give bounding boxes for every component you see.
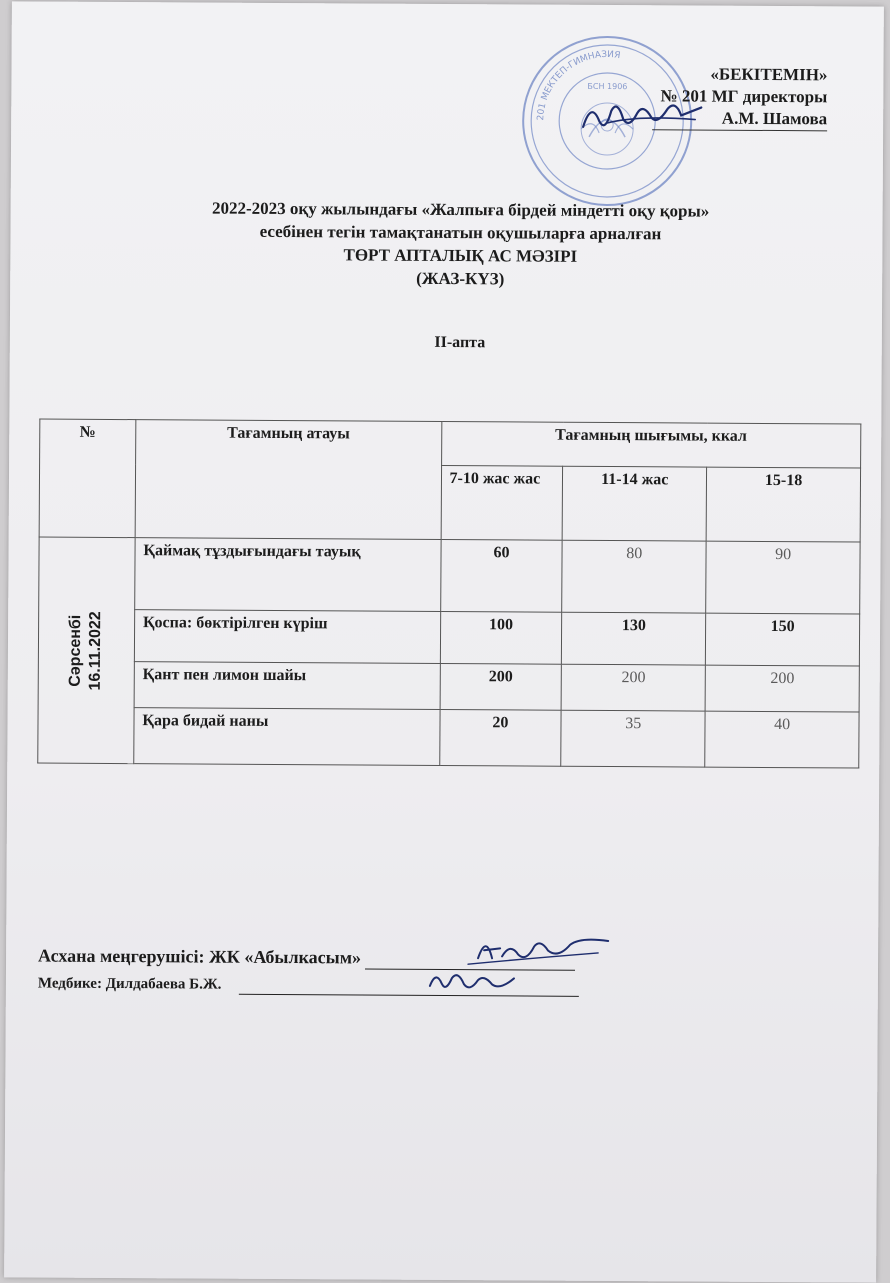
day-date: 16.11.2022: [87, 610, 105, 691]
dish-name: Қара бидай наны: [134, 708, 440, 766]
dish-name: Қаймақ тұздығындағы тауық: [135, 538, 441, 612]
kcal-7-10: 60: [440, 539, 562, 612]
kcal-15-18: 150: [706, 613, 860, 666]
col-header-number: №: [39, 419, 136, 538]
kcal-11-14: 80: [562, 540, 706, 613]
week-label: ІІ-апта: [434, 333, 486, 352]
kcal-11-14: 130: [562, 612, 706, 665]
kcal-7-10: 200: [440, 663, 562, 710]
kcal-11-14: 200: [561, 664, 705, 711]
age-group-11-14: 11-14 жас: [562, 466, 706, 541]
svg-text:БСН 1906: БСН 1906: [587, 81, 628, 92]
kcal-15-18: 200: [705, 665, 859, 712]
kcal-11-14: 35: [561, 710, 705, 767]
col-header-dish-name: Тағамның атауы: [135, 420, 441, 540]
kcal-15-18: 90: [706, 541, 860, 614]
menu-table: [37, 419, 861, 769]
heading-line-3: ТӨРТ АПТАЛЫҚ АС МӘЗІРІ: [343, 245, 578, 266]
svg-text:201 МЕКТЕП-ГИМНАЗИЯ: 201 МЕКТЕП-ГИМНАЗИЯ: [536, 49, 622, 121]
canteen-manager-label: Асхана меңгерушісі: ЖК «Абылкасым»: [38, 945, 362, 968]
nurse-signature-icon: [422, 966, 532, 997]
kcal-7-10: 100: [440, 611, 562, 664]
day-name: Сәрсенбі: [67, 614, 85, 687]
heading-line-4: (ЖАЗ-КҮЗ): [416, 268, 505, 289]
day-cell: [38, 537, 135, 764]
table-row: [39, 537, 860, 614]
menu-heading: [10, 195, 890, 292]
director-signature-icon: [577, 93, 707, 138]
document-page: [4, 1, 884, 1282]
director-name: А.М. Шамова: [652, 107, 827, 131]
approval-title: «БЕКІТЕМІН»: [710, 64, 828, 85]
age-group-7-10: 7-10 жас жас: [441, 465, 563, 540]
nurse-label: Медбике: Дилдабаева Б.Ж.: [37, 975, 222, 993]
dish-name: Қант пен лимон шайы: [134, 662, 440, 710]
kcal-7-10: 20: [439, 709, 561, 766]
heading-line-2: есебінен тегін тамақтанатын оқушыларға арналған: [259, 221, 662, 244]
col-header-yield: Тағамның шығымы, ккал: [441, 421, 861, 468]
director-position: № 201 МГ директоры: [660, 86, 828, 107]
dish-name: Қоспа: бөктірілген күріш: [134, 610, 440, 664]
age-group-15-18: 15-18: [706, 467, 860, 542]
heading-line-1: 2022-2023 оқу жылындағы «Жалпыға бірдей міндетті оқу қоры»: [211, 198, 710, 221]
table-row: [38, 707, 859, 768]
table-row: [38, 609, 859, 666]
table-row: [38, 661, 859, 712]
kcal-15-18: 40: [705, 711, 859, 768]
